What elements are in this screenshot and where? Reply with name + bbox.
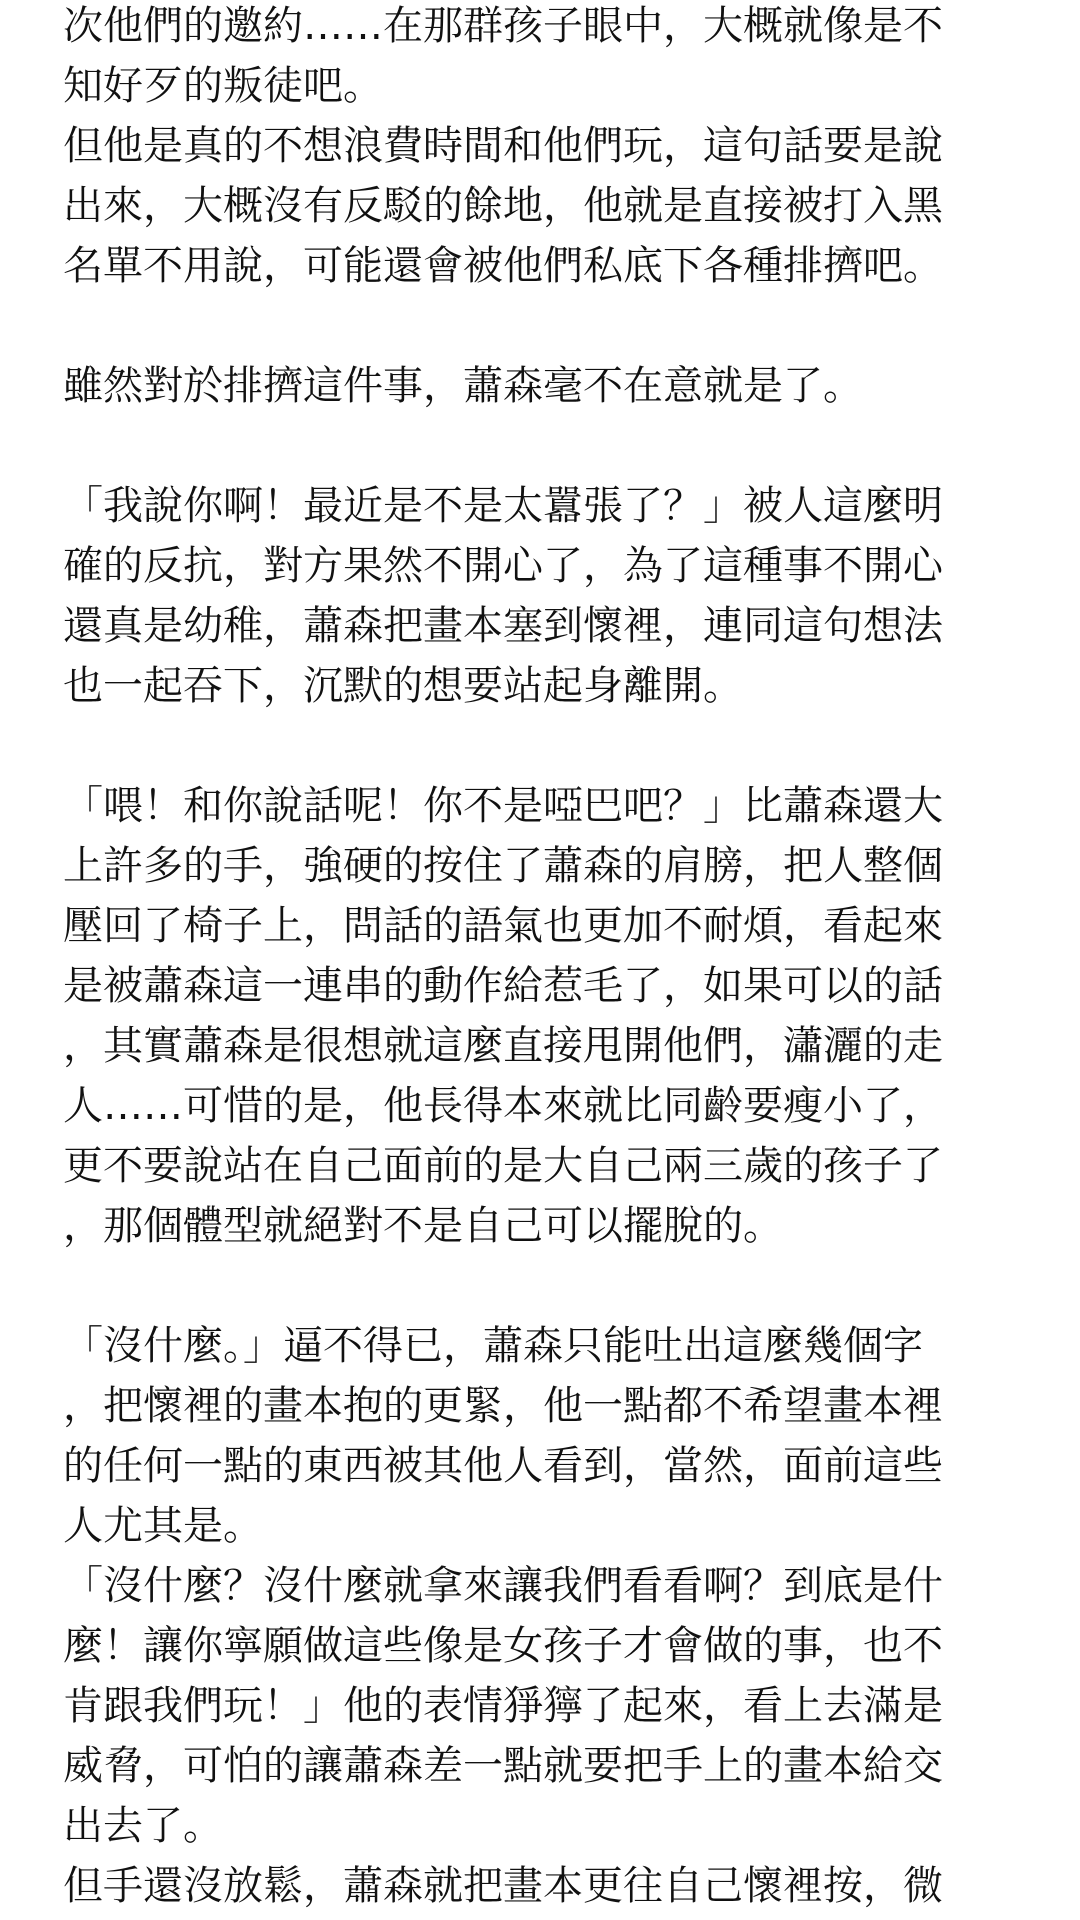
text-line: 雖然對於排擠這件事，蕭森毫不在意就是了。 — [63, 363, 863, 409]
paragraph-gap — [63, 296, 1003, 356]
text-line: 但手還沒放鬆，蕭森就把畫本更往自己懷裡按，微 — [63, 1863, 943, 1909]
text-line: 人尤其是。 — [63, 1503, 263, 1549]
text-line: 名單不用說，可能還會被他們私底下各種排擠吧。 — [63, 243, 943, 289]
text-line: 「沒什麼。」逼不得已，蕭森只能吐出這麼幾個字 — [63, 1323, 923, 1369]
text-line: 更不要說站在自己面前的是大自己兩三歲的孩子了 — [63, 1143, 943, 1189]
text-line: ，其實蕭森是很想就這麼直接甩開他們，瀟灑的走 — [63, 1023, 943, 1069]
text-line: 的任何一點的東西被其他人看到，當然，面前這些 — [63, 1443, 943, 1489]
text-line: 但他是真的不想浪費時間和他們玩，這句話要是說 — [63, 123, 943, 169]
text-line: 「我說你啊！最近是不是太囂張了？」被人這麼明 — [63, 483, 943, 529]
text-line: 麼！讓你寧願做這些像是女孩子才會做的事，也不 — [63, 1623, 943, 1669]
paragraph-gap — [63, 416, 1003, 476]
text-line: 也一起吞下，沉默的想要站起身離開。 — [63, 663, 743, 709]
text-line: 上許多的手，強硬的按住了蕭森的肩膀，把人整個 — [63, 843, 943, 889]
text-line: 威脅，可怕的讓蕭森差一點就要把手上的畫本給交 — [63, 1743, 943, 1789]
text-line: ，那個體型就絕對不是自己可以擺脫的。 — [63, 1203, 783, 1249]
text-line: 次他們的邀約……在那群孩子眼中，大概就像是不 — [63, 3, 943, 49]
text-line: ，把懷裡的畫本抱的更緊，他一點都不希望畫本裡 — [63, 1383, 943, 1429]
text-line: 肯跟我們玩！」他的表情猙獰了起來，看上去滿是 — [63, 1683, 943, 1729]
text-line: 「沒什麼？沒什麼就拿來讓我們看看啊？到底是什 — [63, 1563, 943, 1609]
paragraph-gap — [63, 716, 1003, 776]
paragraph-gap — [63, 1256, 1003, 1316]
text-line: 壓回了椅子上，問話的語氣也更加不耐煩，看起來 — [63, 903, 943, 949]
text-line: 確的反抗，對方果然不開心了，為了這種事不開心 — [63, 543, 943, 589]
text-line: 還真是幼稚，蕭森把畫本塞到懷裡，連同這句想法 — [63, 603, 943, 649]
text-line: 是被蕭森這一連串的動作給惹毛了，如果可以的話 — [63, 963, 943, 1009]
reader-text — [63, 0, 1003, 1916]
text-line: 出來，大概沒有反駁的餘地，他就是直接被打入黑 — [63, 183, 943, 229]
text-line: 知好歹的叛徒吧。 — [63, 63, 383, 109]
text-line: 「喂！和你說話呢！你不是啞巴吧？」比蕭森還大 — [63, 783, 943, 829]
text-line: 人……可惜的是，他長得本來就比同齡要瘦小了， — [63, 1083, 943, 1129]
text-line: 出去了。 — [63, 1803, 223, 1849]
